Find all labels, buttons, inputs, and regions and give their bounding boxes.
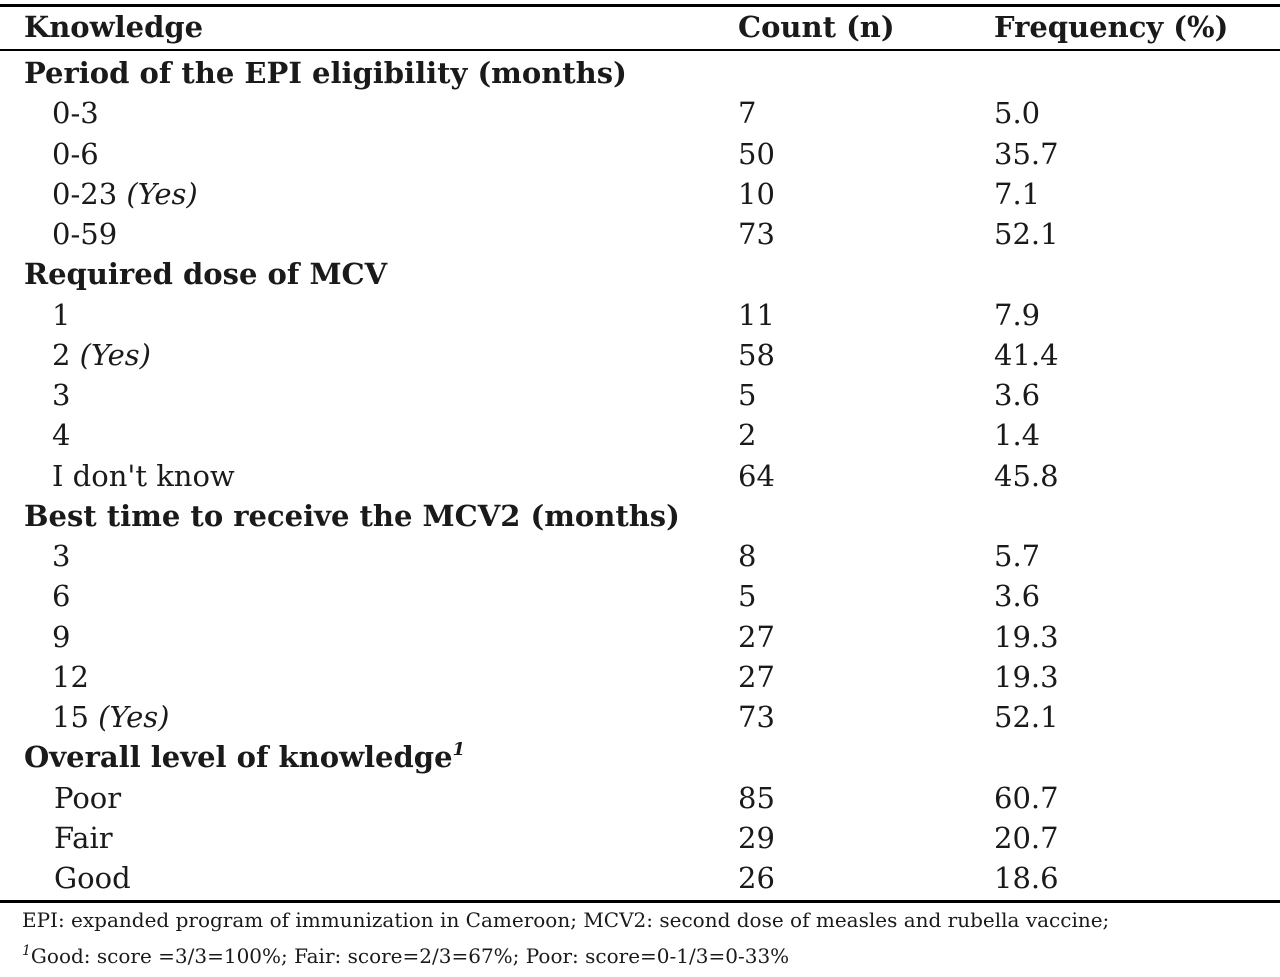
row-frequency: 5.7 <box>994 539 1041 573</box>
section-title <box>24 254 387 294</box>
row-count: 7 <box>738 96 757 131</box>
correct-answer-note: (Yes) <box>79 337 151 372</box>
section-footnote-marker: 1 <box>452 739 466 761</box>
footnote-text: Good: score =3/3=100%; Fair: score=2/3=67%; Poor: score=0-1/3=0-33% <box>30 944 790 968</box>
row-label <box>52 375 70 415</box>
row-frequency: 3.6 <box>994 378 1041 412</box>
row-count: 11 <box>738 297 775 332</box>
row-count: 2 <box>738 418 757 453</box>
row-frequency: 18.6 <box>994 861 1059 895</box>
footnote-line-2 <box>22 941 789 971</box>
row-label <box>52 415 70 455</box>
row-count: 27 <box>738 619 775 654</box>
row-label-text: 12 <box>52 659 89 694</box>
row-frequency: 3.6 <box>994 579 1041 614</box>
row-frequency: 1.4 <box>994 418 1041 453</box>
row-label-text: 2 <box>52 337 71 372</box>
row-label <box>52 697 169 737</box>
row-count: 26 <box>738 861 775 895</box>
header-count: Count (n) <box>738 10 895 44</box>
row-frequency: 45.8 <box>994 458 1059 493</box>
footnote-line-1: EPI: expanded program of immunization in Cameroon; MCV2: second dose of measles and rubella vaccine; <box>22 908 1110 932</box>
table-bottom-rule <box>0 900 1280 903</box>
footnote-marker: 1 <box>22 943 31 959</box>
section-title <box>24 737 465 777</box>
row-label-text: 0-3 <box>52 96 99 131</box>
row-label <box>54 778 121 818</box>
row-label <box>52 134 99 174</box>
row-label <box>54 858 131 898</box>
row-label-text: Fair <box>54 820 113 855</box>
row-frequency: 19.3 <box>994 659 1059 694</box>
row-count: 50 <box>738 136 775 171</box>
row-frequency: 7.9 <box>994 297 1041 332</box>
row-frequency: 7.1 <box>994 176 1041 211</box>
row-count: 73 <box>738 217 775 251</box>
row-count: 10 <box>738 176 775 211</box>
row-label <box>52 295 70 335</box>
row-frequency: 52.1 <box>994 700 1059 734</box>
row-label-text: 3 <box>52 539 71 573</box>
row-label-text: 3 <box>52 378 71 412</box>
row-label <box>52 657 89 697</box>
row-label <box>54 818 113 858</box>
row-label-text: 0-59 <box>52 217 118 251</box>
row-label-text: 6 <box>52 579 71 614</box>
row-count: 5 <box>738 579 757 614</box>
row-label <box>52 576 70 616</box>
section-title <box>24 496 680 536</box>
row-label-text: 9 <box>52 619 71 654</box>
row-count: 58 <box>738 337 775 372</box>
row-frequency: 60.7 <box>994 780 1059 815</box>
row-count: 5 <box>738 378 757 412</box>
section-title-text: Overall level of knowledge <box>24 740 453 775</box>
row-label <box>52 617 70 657</box>
row-frequency: 20.7 <box>994 820 1059 855</box>
row-frequency: 5.0 <box>994 96 1041 131</box>
row-count: 64 <box>738 458 775 493</box>
section-title-text: Period of the EPI eligibility (months) <box>24 56 627 90</box>
header-frequency: Frequency (%) <box>994 10 1229 44</box>
row-label-text: 0-23 <box>52 176 118 211</box>
row-label <box>52 335 151 375</box>
row-label-text: 15 <box>52 700 89 734</box>
row-frequency: 41.4 <box>994 337 1059 372</box>
row-count: 73 <box>738 700 775 734</box>
header-rule <box>0 49 1280 51</box>
row-label <box>52 93 99 133</box>
header-knowledge: Knowledge <box>24 10 204 44</box>
row-count: 8 <box>738 539 757 573</box>
row-label-text: 1 <box>52 297 71 332</box>
row-frequency: 19.3 <box>994 619 1059 654</box>
row-label <box>52 536 70 576</box>
row-label-text: I don't know <box>52 458 235 493</box>
correct-answer-note: (Yes) <box>98 700 170 734</box>
row-frequency: 35.7 <box>994 136 1059 171</box>
row-count: 27 <box>738 659 775 694</box>
row-label <box>52 456 235 496</box>
row-label-text: 4 <box>52 418 71 453</box>
row-count: 85 <box>738 780 775 815</box>
section-title-text: Required dose of MCV <box>24 257 388 292</box>
row-label <box>52 214 117 254</box>
row-frequency: 52.1 <box>994 217 1059 251</box>
correct-answer-note: (Yes) <box>126 176 198 211</box>
section-title-text: Best time to receive the MCV2 (months) <box>24 498 680 533</box>
row-count: 29 <box>738 820 775 855</box>
section-title <box>24 53 627 93</box>
row-label-text: Poor <box>54 780 122 815</box>
row-label-text: Good <box>54 861 131 895</box>
row-label-text: 0-6 <box>52 136 99 171</box>
row-label <box>52 174 198 214</box>
